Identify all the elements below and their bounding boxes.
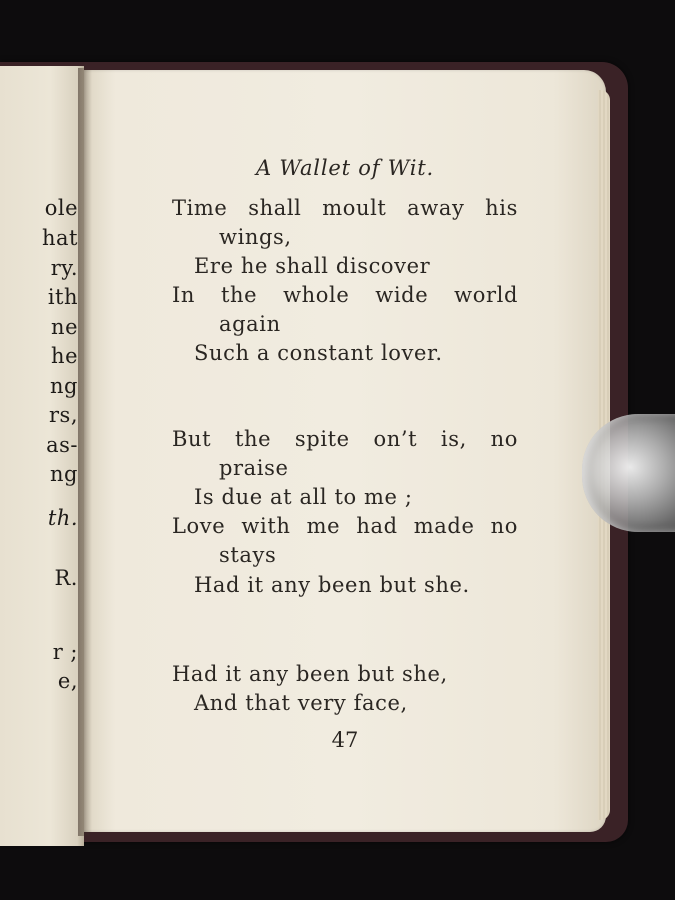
verse-line: In the whole wide world: [172, 283, 518, 307]
left-fragment: as-: [46, 433, 78, 457]
verse-line: Love with me had made no: [172, 514, 518, 538]
left-fragment: he: [51, 344, 78, 368]
left-fragment: ng: [50, 374, 78, 398]
verse-line: wings,: [219, 225, 292, 249]
left-fragment: ng: [50, 462, 78, 486]
left-fragment: R.: [54, 566, 78, 590]
verse-line: Is due at all to me ;: [194, 485, 413, 509]
verse-line: praise: [219, 456, 289, 480]
verse-line: But the spite on’t is, no: [172, 427, 518, 451]
left-fragment: ne: [51, 315, 78, 339]
left-fragment: th.: [47, 506, 78, 530]
verse-line: stays: [219, 543, 277, 567]
verse-line: Had it any been but she,: [172, 662, 448, 686]
left-fragment: ry.: [50, 256, 78, 280]
verse-line: again: [219, 312, 281, 336]
book-gutter: [78, 68, 92, 836]
left-fragment: ole: [44, 196, 78, 220]
right-page: [84, 70, 606, 832]
left-fragment: e,: [57, 669, 78, 693]
left-fragment: rs,: [49, 403, 78, 427]
verse-line: And that very face,: [194, 691, 408, 715]
verse-line: Ere he shall discover: [194, 254, 431, 278]
left-fragment: hat: [42, 226, 78, 250]
left-fragment: ith: [47, 285, 78, 309]
page-number: 47: [331, 728, 359, 752]
running-head: A Wallet of Wit.: [255, 156, 435, 180]
verse-line: Time shall moult away his: [172, 196, 518, 220]
left-fragment: r ;: [52, 640, 78, 664]
verse-line: Such a constant lover.: [194, 341, 443, 365]
verse-line: Had it any been but she.: [194, 573, 470, 597]
left-page: [0, 66, 84, 846]
